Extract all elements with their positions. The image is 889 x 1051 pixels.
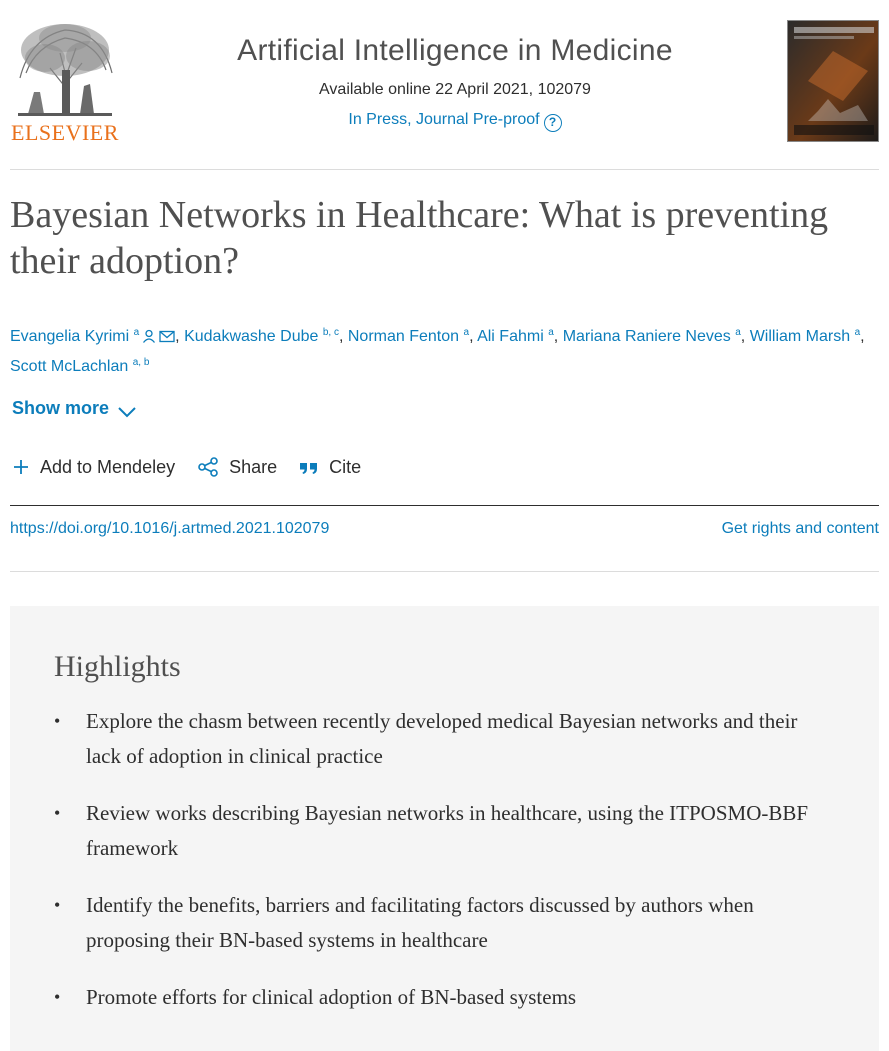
article-toolbar	[12, 453, 383, 481]
author-name: Norman Fenton	[347, 328, 460, 345]
elsevier-wordmark: ELSEVIER	[11, 120, 119, 145]
doi-link[interactable]: https://doi.org/10.1016/j.artmed.2021.102079	[10, 520, 330, 537]
highlight-item	[54, 980, 834, 1015]
author-name: Evangelia Kyrimi	[10, 328, 130, 345]
author-link[interactable]	[477, 328, 554, 345]
elsevier-tree-icon	[10, 18, 120, 118]
author-separator: ,	[553, 328, 559, 345]
author-name: Scott McLachlan	[10, 358, 129, 375]
add-to-mendeley-button[interactable]	[12, 457, 175, 478]
add-to-mendeley-label: Add to Mendeley	[40, 456, 176, 477]
journal-status-label[interactable]: In Press, Journal Pre-proof	[348, 111, 540, 128]
chevron-down-icon	[117, 406, 137, 418]
author-link[interactable]	[10, 358, 149, 375]
cite-button[interactable]	[299, 457, 361, 478]
journal-status[interactable]	[130, 111, 780, 132]
highlight-text: Promote efforts for clinical adoption of BN-based systems	[86, 985, 577, 1009]
author-list	[10, 322, 880, 382]
elsevier-logo[interactable]	[10, 18, 120, 144]
highlight-text: Identify the benefits, barriers and facilitating factors discussed by authors when proposing their BN-based systems in healthcare	[86, 893, 754, 952]
article-title: Bayesian Networks in Healthcare: What is preventing their adoption?	[10, 194, 829, 282]
author-link[interactable]	[563, 328, 741, 345]
journal-cover-image	[788, 21, 879, 142]
bullet-icon: •	[54, 711, 61, 731]
bullet-icon: •	[54, 803, 61, 823]
journal-title[interactable]: Artificial Intelligence in Medicine	[237, 34, 673, 67]
author-name: William Marsh	[749, 328, 851, 345]
journal-cover-thumbnail[interactable]	[787, 20, 879, 142]
toolbar-divider	[10, 505, 879, 506]
envelope-icon[interactable]	[159, 330, 175, 343]
highlights-panel	[10, 606, 879, 1051]
author-link[interactable]	[10, 328, 139, 345]
person-icon[interactable]	[142, 329, 156, 343]
author-link[interactable]	[750, 328, 860, 345]
author-separator: ,	[175, 328, 180, 345]
highlight-item	[54, 796, 834, 866]
show-more-button[interactable]	[12, 398, 137, 419]
author-name: Mariana Raniere Neves	[562, 328, 731, 345]
author-affiliation: a	[548, 327, 554, 338]
highlight-text: Explore the chasm between recently developed medical Bayesian networks and their lack of adoption in clinical practice	[86, 709, 798, 768]
show-more-label: Show more	[12, 398, 110, 418]
author-link[interactable]	[348, 328, 469, 345]
author-name: Ali Fahmi	[477, 328, 544, 345]
author-link[interactable]	[184, 328, 339, 345]
author-separator: ,	[469, 328, 474, 345]
quote-icon	[299, 459, 319, 475]
bullet-icon: •	[54, 895, 61, 915]
plus-icon	[12, 458, 30, 476]
journal-header	[0, 0, 889, 170]
highlight-item	[54, 888, 834, 958]
help-icon[interactable]: ?	[544, 114, 562, 132]
author-name: Kudakwashe Dube	[184, 328, 319, 345]
highlights-heading: Highlights	[54, 650, 181, 683]
author-affiliation: a	[735, 327, 741, 338]
doi-divider	[10, 571, 879, 572]
get-rights-link[interactable]: Get rights and content	[721, 520, 879, 537]
author-separator: ,	[338, 328, 344, 345]
author-affiliation: a, b	[132, 357, 150, 368]
author-separator: ,	[860, 328, 865, 345]
share-icon	[197, 456, 219, 478]
author-affiliation: a	[463, 327, 470, 338]
author-affiliation: a	[854, 327, 861, 338]
share-label: Share	[229, 456, 278, 477]
cite-label: Cite	[329, 456, 362, 477]
highlight-item	[54, 704, 834, 774]
header-divider	[10, 169, 879, 170]
bullet-icon: •	[54, 987, 61, 1007]
availability-date: Available online 22 April 2021, 102079	[319, 81, 591, 98]
highlights-list	[54, 704, 834, 1037]
share-button[interactable]	[197, 456, 277, 478]
author-affiliation: a	[133, 327, 140, 338]
author-separator: ,	[740, 328, 746, 345]
highlight-text: Review works describing Bayesian networks in healthcare, using the ITPOSMO-BBF framework	[86, 801, 809, 860]
author-affiliation: b, c	[322, 327, 339, 338]
